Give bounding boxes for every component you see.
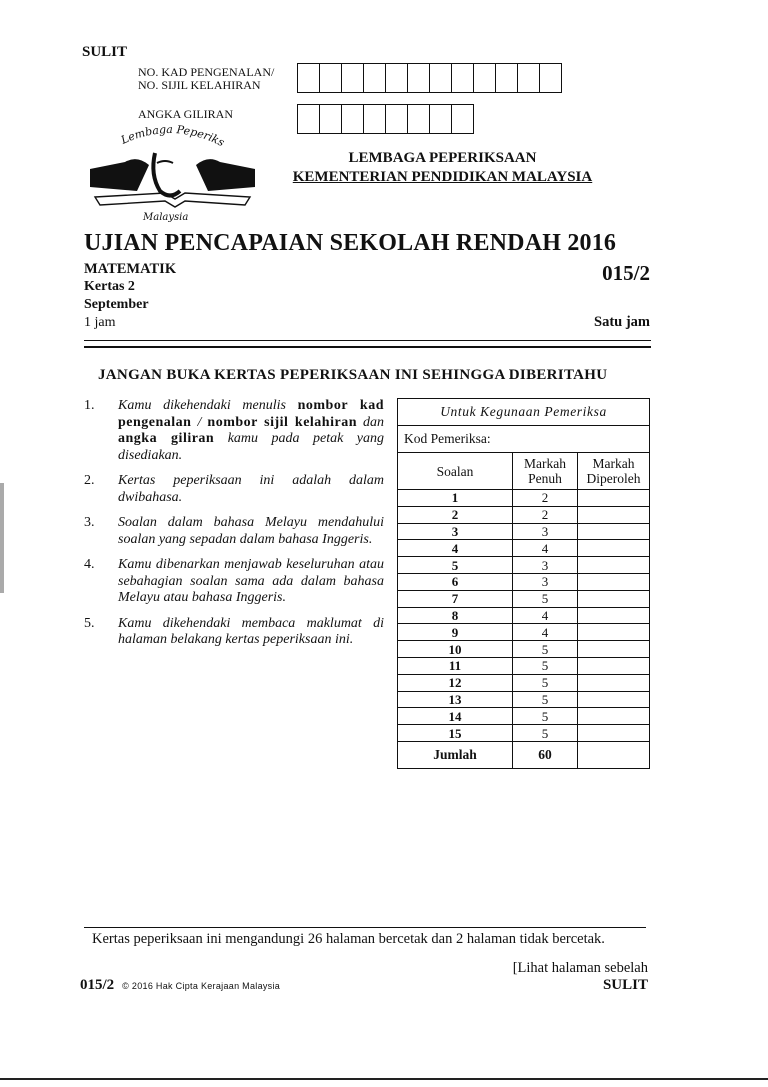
instruction-item: 2. Kertas peperiksaan ini adalah dalam dwibahasa. (84, 473, 384, 505)
full-marks: 5 (513, 590, 578, 607)
digit-box[interactable] (386, 105, 408, 133)
digit-box[interactable] (320, 105, 342, 133)
table-row (398, 573, 650, 590)
question-number: 3 (398, 523, 513, 540)
digit-box[interactable] (342, 64, 364, 92)
table-row (398, 725, 650, 742)
question-number: 7 (398, 590, 513, 607)
subject: MATEMATIK (84, 261, 177, 277)
exam-details (84, 260, 176, 332)
scan-bottom-edge (0, 1078, 768, 1080)
obtained-marks[interactable] (578, 691, 650, 708)
table-row (398, 506, 650, 523)
divider-line-2 (84, 346, 651, 348)
digit-box[interactable] (452, 64, 474, 92)
question-number: 15 (398, 725, 513, 742)
full-marks: 5 (513, 674, 578, 691)
question-number: 4 (398, 540, 513, 557)
obtained-marks[interactable] (578, 657, 650, 674)
digit-box[interactable] (364, 64, 386, 92)
digit-box[interactable] (496, 64, 518, 92)
obtained-marks[interactable] (578, 641, 650, 658)
roll-number-boxes[interactable] (297, 104, 474, 134)
table-row (398, 490, 650, 507)
instruction-item: 5. Kamu dikehendaki membaca maklumat di halaman belakang kertas peperiksaan ini. (84, 615, 384, 647)
obtained-marks[interactable] (578, 506, 650, 523)
obtained-marks[interactable] (578, 490, 650, 507)
examiner-use-header: Untuk Kegunaan Pemeriksa (398, 399, 650, 426)
obtained-marks[interactable] (578, 708, 650, 725)
paper: Kertas 2 (84, 279, 135, 294)
classification-bottom: SULIT (602, 977, 648, 993)
question-number: 5 (398, 557, 513, 574)
digit-box[interactable] (518, 64, 540, 92)
digit-box[interactable] (298, 105, 320, 133)
id-label: NO. KAD PENGENALAN/ NO. SIJIL KELAHIRAN (138, 65, 275, 92)
question-number: 14 (398, 708, 513, 725)
classification-top: SULIT (82, 44, 128, 60)
table-row (398, 540, 650, 557)
question-number: 1 (398, 490, 513, 507)
id-number-boxes[interactable] (297, 63, 562, 93)
full-marks: 5 (513, 641, 578, 658)
question-number: 2 (398, 506, 513, 523)
copyright: © 2016 Hak Cipta Kerajaan Malaysia (122, 981, 281, 991)
digit-box[interactable] (430, 64, 452, 92)
table-row (398, 624, 650, 641)
full-marks: 5 (513, 691, 578, 708)
question-number: 8 (398, 607, 513, 624)
question-number: 13 (398, 691, 513, 708)
total-label: Jumlah (398, 741, 513, 768)
exam-title: UJIAN PENCAPAIAN SEKOLAH RENDAH 2016 (84, 230, 617, 256)
duration-words: Satu jam (594, 314, 650, 330)
table-row (398, 691, 650, 708)
scan-edge-mark (0, 483, 4, 593)
table-row (398, 641, 650, 658)
svg-text:Malaysia: Malaysia (143, 212, 189, 223)
table-row (398, 708, 650, 725)
digit-box[interactable] (474, 64, 496, 92)
question-number: 11 (398, 657, 513, 674)
total-value: 60 (513, 741, 578, 768)
full-marks: 3 (513, 523, 578, 540)
full-marks: 2 (513, 506, 578, 523)
full-marks: 4 (513, 624, 578, 641)
instruction-item: 4. Kamu dibenarkan menjawab keseluruhan atau sebahagian soalan sama ada dalam bahasa Melayu atau bahasa Inggeris. (84, 557, 384, 605)
full-marks: 5 (513, 725, 578, 742)
table-row (398, 590, 650, 607)
full-marks: 4 (513, 607, 578, 624)
digit-box[interactable] (408, 105, 430, 133)
obtained-marks[interactable] (578, 725, 650, 742)
divider-line-1 (84, 340, 651, 341)
svg-text:Lembaga Peperiksaan: Lembaga Peperiks (119, 125, 227, 150)
question-number: 6 (398, 573, 513, 590)
question-number: 10 (398, 641, 513, 658)
roll-label: ANGKA GILIRAN (138, 107, 233, 121)
table-row (398, 607, 650, 624)
full-marks: 4 (513, 540, 578, 557)
digit-box[interactable] (408, 64, 430, 92)
table-row (398, 674, 650, 691)
obtained-marks[interactable] (578, 523, 650, 540)
footer-code: 015/2 © 2016 Hak Cipta Kerajaan Malaysia (80, 977, 281, 993)
question-number: 9 (398, 624, 513, 641)
instruction-item: 1. Kamu dikehendaki menulis nombor kad pengenalan / nombor sijil kelahiran dan angka giliran kamu pada petak yang disediakan. (84, 398, 385, 463)
col-obtained-marks: Markah Diperoleh (578, 453, 650, 490)
next-page-note: [Lihat halaman sebelah (512, 960, 648, 976)
obtained-marks[interactable] (578, 590, 650, 607)
table-row (398, 523, 650, 540)
full-marks: 3 (513, 557, 578, 574)
organisation-name: LEMBAGA PEPERIKSAAN KEMENTERIAN PENDIDIKAN MALAYSIA (292, 150, 593, 185)
full-marks: 5 (513, 657, 578, 674)
digit-box[interactable] (452, 105, 473, 133)
obtained-marks[interactable] (578, 674, 650, 691)
warning-text: JANGAN BUKA KERTAS PEPERIKSAAN INI SEHINGGA DIBERITAHU (98, 367, 608, 383)
digit-box[interactable] (364, 105, 386, 133)
digit-box[interactable] (320, 64, 342, 92)
duration: 1 jam (84, 315, 116, 330)
obtained-marks[interactable] (578, 557, 650, 574)
digit-box[interactable] (342, 105, 364, 133)
obtained-marks[interactable] (578, 624, 650, 641)
digit-box[interactable] (298, 64, 320, 92)
digit-box[interactable] (540, 64, 561, 92)
page-count-note: Kertas peperiksaan ini mengandungi 26 halaman bercetak dan 2 halaman tidak bercetak. (92, 931, 605, 947)
lp-logo (85, 125, 260, 225)
digit-box[interactable] (386, 64, 408, 92)
marks-table (397, 398, 650, 769)
obtained-marks[interactable] (578, 540, 650, 557)
col-full-marks: Markah Penuh (513, 453, 578, 490)
total-obtained[interactable] (578, 741, 650, 768)
full-marks: 5 (513, 708, 578, 725)
digit-box[interactable] (430, 105, 452, 133)
question-number: 12 (398, 674, 513, 691)
table-row (398, 657, 650, 674)
full-marks: 3 (513, 573, 578, 590)
obtained-marks[interactable] (578, 607, 650, 624)
full-marks: 2 (513, 490, 578, 507)
footer-divider (84, 927, 646, 928)
instruction-item: 3. Soalan dalam bahasa Melayu mendahului soalan yang sepadan dalam bahasa Inggeris. (84, 515, 384, 547)
col-question: Soalan (398, 453, 513, 490)
instructions-list (84, 398, 384, 658)
paper-code: 015/2 (602, 261, 650, 285)
month: September (84, 297, 149, 312)
examiner-code-field[interactable]: Kod Pemeriksa: (398, 426, 650, 453)
obtained-marks[interactable] (578, 573, 650, 590)
table-row (398, 557, 650, 574)
